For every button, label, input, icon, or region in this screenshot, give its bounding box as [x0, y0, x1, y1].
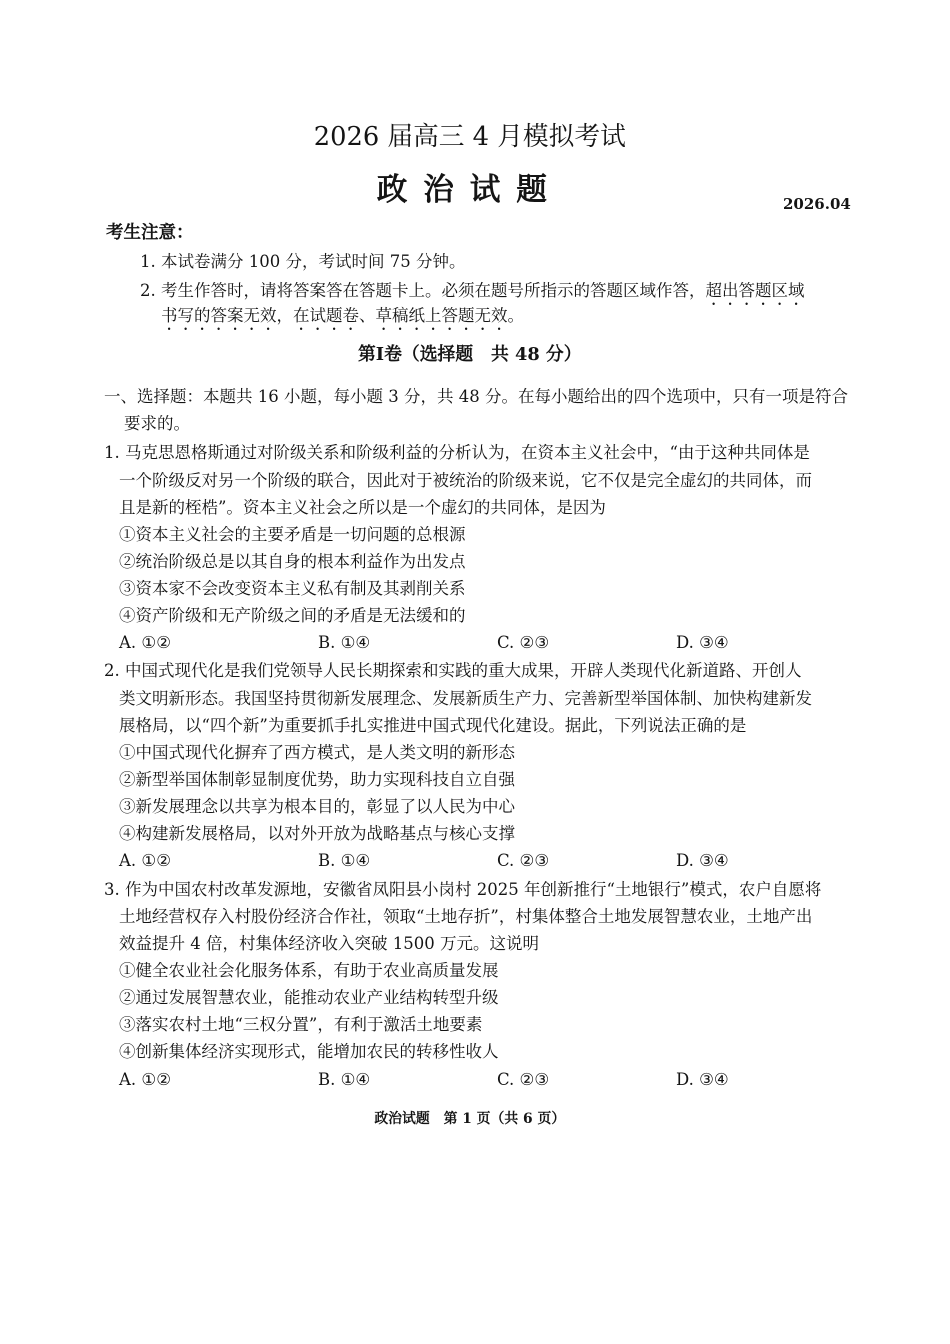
notice-item-1: 1. 本试卷满分 100 分，考试时间 75 分钟。: [140, 252, 466, 271]
question-1-statement-2: ②统治阶级总是以其自身的根本利益作为出发点: [119, 552, 466, 571]
question-3-stem-line-2: 土地经营权存入村股份经济合作社，领取“土地存折”，村集体整合土地发展智慧农业，土地产出: [119, 907, 813, 926]
section-title: 第Ⅰ卷（选择题 共 48 分）: [358, 344, 582, 365]
exam-title: 2026 届高三 4 月模拟考试: [313, 122, 626, 152]
notice-item-2-line-2: 书写的答案无效，在试题卷、草稿纸上答题无效。: [161, 306, 524, 325]
question-3-stem-line-1: 3. 作为中国农村改革发源地，安徽省凤阳县小岗村 2025 年创新推行“土地银行”模式，农户自愿将: [104, 880, 822, 899]
question-1-stem-line-3: 且是新的桎梏”。资本主义社会之所以是一个虚幻的共同体，是因为: [119, 498, 606, 517]
question-2-stem-line-3: 展格局，以“四个新”为重要抓手扎实推进中国式现代化建设。据此，下列说法正确的是: [119, 716, 747, 735]
option-d[interactable]: D. ③④: [676, 851, 729, 870]
page-footer: 政治试题 第 1 页（共 6 页）: [374, 1111, 566, 1127]
question-2-stem-line-2: 类文明新形态。我国坚持贯彻新发展理念、发展新质生产力、完善新型举国体制、加快构建新发: [119, 689, 812, 708]
question-2-statement-1: ①中国式现代化摒弃了西方模式，是人类文明的新形态: [119, 743, 515, 762]
question-3-statement-4: ④创新集体经济实现形式，能增加农民的转移性收人: [119, 1042, 499, 1061]
subject-title: 政治试题: [376, 172, 563, 208]
notice-heading: 考生注意：: [106, 223, 194, 243]
option-a[interactable]: A. ①②: [119, 851, 171, 870]
emphasis-text: 书写的答案无效，在试题卷、草稿纸上答题无效: [161, 306, 508, 325]
option-c[interactable]: C. ②③: [497, 851, 550, 870]
option-b[interactable]: B. ①④: [318, 1070, 371, 1089]
question-1-stem-line-2: 一个阶级反对另一个阶级的联合，因此对于被统治的阶级来说，它不仅是完全虚幻的共同体，而: [119, 471, 812, 490]
section-instruction-line-1: 一、选择题：本题共 16 小题，每小题 3 分，共 48 分。在每小题给出的四个选项中，只有一项是符合: [104, 387, 848, 406]
question-1-statement-1: ①资本主义社会的主要矛盾是一切问题的总根源: [119, 525, 466, 544]
question-1-options: [0, 632, 950, 654]
option-b[interactable]: B. ①④: [318, 851, 371, 870]
question-2-options: [0, 850, 950, 872]
question-3-statement-1: ①健全农业社会化服务体系，有助于农业高质量发展: [119, 961, 499, 980]
notice-item-2-line-1: 2. 考生作答时，请将答案答在答题卡上。必须在题号所指示的答题区域作答，超出答题区域: [140, 281, 805, 300]
section-instruction-line-2: 要求的。: [124, 414, 190, 433]
option-c[interactable]: C. ②③: [497, 633, 550, 652]
option-c[interactable]: C. ②③: [497, 1070, 550, 1089]
option-a[interactable]: A. ①②: [119, 633, 171, 652]
question-2-statement-4: ④构建新发展格局，以对外开放为战略基点与核心支撑: [119, 824, 515, 843]
question-2-statement-2: ②新型举国体制彰显制度优势，助力实现科技自立自强: [119, 770, 515, 789]
question-1-statement-4: ④资产阶级和无产阶级之间的矛盾是无法缓和的: [119, 606, 466, 625]
question-1-statement-3: ③资本家不会改变资本主义私有制及其剥削关系: [119, 579, 466, 598]
question-3-options: [0, 1069, 950, 1091]
question-3-stem-line-3: 效益提升 4 倍，村集体经济收入突破 1500 万元。这说明: [119, 934, 539, 953]
exam-date: 2026.04: [783, 195, 851, 213]
question-2-statement-3: ③新发展理念以共享为根本目的，彰显了以人民为中心: [119, 797, 515, 816]
question-3-statement-2: ②通过发展智慧农业，能推动农业产业结构转型升级: [119, 988, 499, 1007]
question-2-stem-line-1: 2. 中国式现代化是我们党领导人民长期探索和实践的重大成果，开辟人类现代化新道路、开创人: [104, 661, 802, 680]
question-1-stem-line-1: 1. 马克思恩格斯通过对阶级关系和阶级利益的分析认为，在资本主义社会中，“由于这种共同体是: [104, 443, 810, 462]
question-3-statement-3: ③落实农村土地“三权分置”，有利于激活土地要素: [119, 1015, 483, 1034]
option-a[interactable]: A. ①②: [119, 1070, 171, 1089]
option-d[interactable]: D. ③④: [676, 1070, 729, 1089]
emphasis-text: 超出答题区域: [705, 281, 805, 300]
option-d[interactable]: D. ③④: [676, 633, 729, 652]
option-b[interactable]: B. ①④: [318, 633, 371, 652]
